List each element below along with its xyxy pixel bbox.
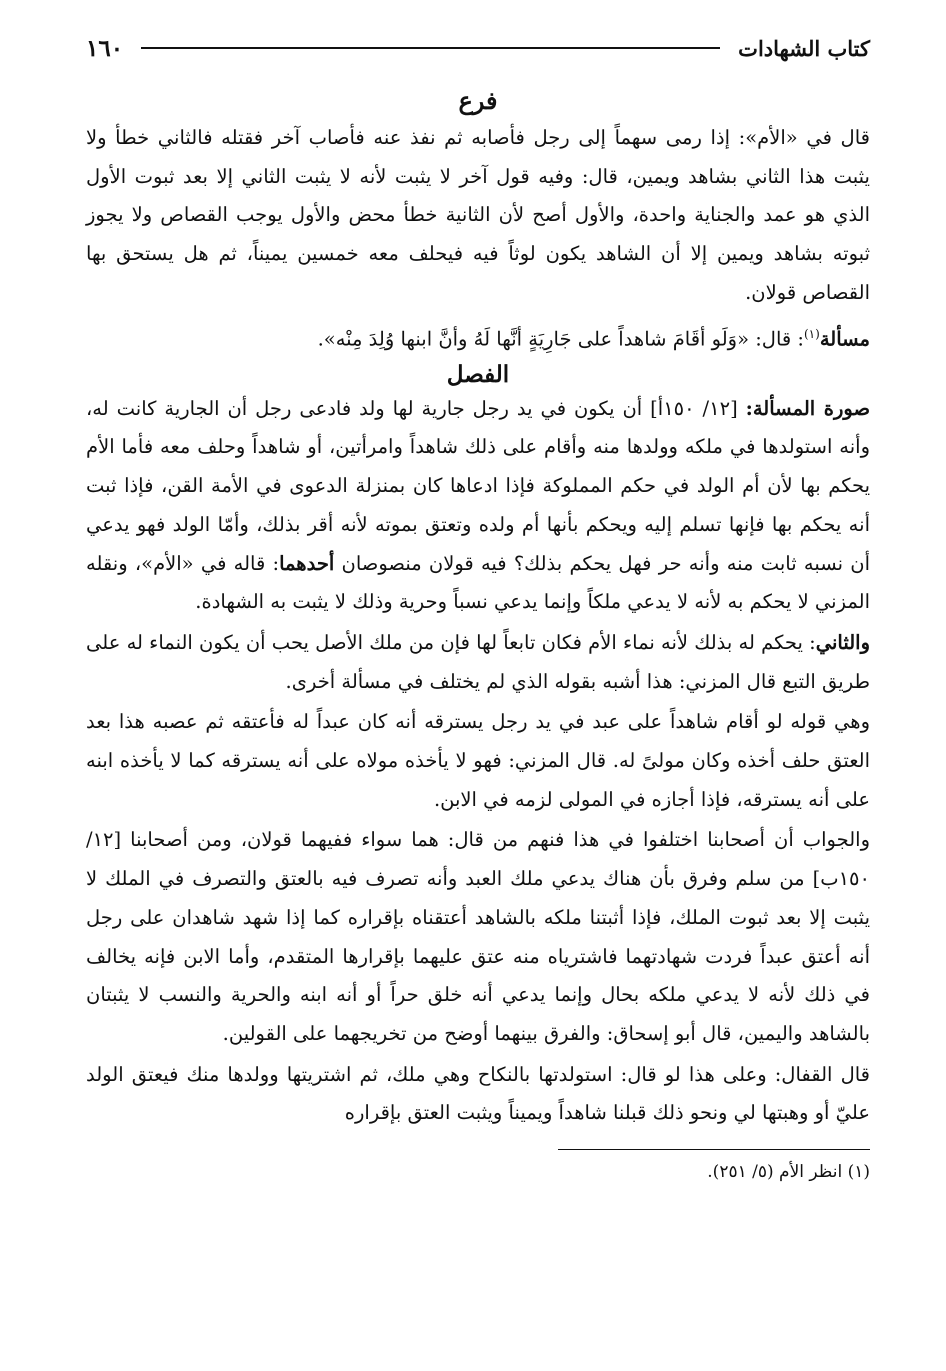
paragraph-wahiya: وهي قوله لو أقام شاهداً على عبد في يد رجل يسترقه أنه كان عبداً له فأعتقه ثم عصبه هذا بعد العتق حلف أخذه وكان مولىً له. قال المزني: فهو لا يأخذه مولاه على أنه يسترقه كما لا يأخذه ابنه على أنه يسترقه، فإذا أجازه في المولى لزمه في الابن. — [86, 710, 870, 811]
paragraph-surat-almasala — [86, 390, 870, 622]
paragraph-alqaffal: قال القفال: وعلى هذا لو قال: استولدتها بالنكاح وهي ملك، ثم اشتريتها وولدها منك فيعتق الولد عليّ أو وهبتها لي ونحو ذلك قبلنا شاهداً ويميناً ويثبت العتق بإقراره — [86, 1062, 870, 1125]
ahaduhuma-label: أحدهما — [279, 551, 335, 575]
page-number: ١٦٠ — [86, 34, 124, 62]
althani-text: : يحكم له بذلك لأنه نماء الأم فكان تابعاً لها فإن من ملك الأصل يحب أن يكون النماء له على طريق التبع قال المزني: هذا أشبه بقوله الذي لم يختلف في مسألة أخرى. — [86, 630, 870, 693]
ahaduhuma-text: : قاله في «الأم»، ونقله المزني لا يحكم به لأنه لا يدعي ملكاً وإنما يدعي نسباً وحرية وذلك لا يثبت به الشهادة. — [86, 551, 870, 614]
footnote-ref[interactable]: (١) — [803, 326, 820, 341]
surat-label: صورة المسألة: — [745, 396, 870, 420]
section-heading-fasl: الفصل — [446, 360, 510, 388]
paragraph-masala — [86, 315, 870, 359]
footnote: (١) انظر الأم (٥/ ٢٥١). — [707, 1162, 870, 1183]
page-header — [86, 30, 870, 66]
masala-label: مسألة — [819, 327, 870, 351]
book-title: كتاب الشهادات — [738, 35, 870, 61]
section-heading-far: فرع — [458, 86, 498, 115]
paragraph-aljawab: والجواب أن أصحابنا اختلفوا في هذا فنهم من قال: هما سواء ففيهما قولان، ومن أصحابنا [١٢/ ١٥٠ب] من سلم وفرق بأن هناك يدعي ملك العبد وأنه تصرف فيه بالعتق والتصرف في الملك لا يثبت إلا بعد ثبوت الملك، فإذا أثبتنا ملكه بالشاهد أعتقناه بإقراره كما إذا شهد شاهدان على رجل أنه أعتق عبداً فردت شهادتهما فاشترياه منه عتق عليهما بإقرارها المتقدم، وأما الابن فإنه يخالف في ذلك لأنه لا يدعي ملكه بحال وإنما يدعي أنه خلق حراً أو أنه ابنه والحرية والنسب لا يثبتان بالشاهد واليمين، قال أبو إسحاق: والفرق بينهما أوضح من تخريجهما على القولين. — [86, 828, 870, 1045]
header-rule — [141, 47, 720, 49]
paragraph-far: قال في «الأم»: إذا رمى سهماً إلى رجل فأصابه ثم نفذ عنه فأصاب آخر فقتله فالثاني خطأ ولا يثبت هذا الثاني بشاهد ويمين، قال: وفيه قول آخر لا يثبت لأنه لا يثبت الثاني إلا بعد ثبوت الأول الذي هو عمد والجناية واحدة، والأول أصح لأن الثانية خطأ محض والأول يوجب القصاص ولا يجوز ثبوته بشاهد ويمين إلا أن الشاهد يكون لوثاً فيه فيحلف معه خمسين يميناً، ثم هل يستحق بها القصاص قولان. — [86, 126, 870, 304]
masala-text: : قال: «وَلَو أقَامَ شاهداً على جَارِيَةٍ أنَّها لَهُ وأنَّ ابنها وُلِدَ مِنْه». — [317, 327, 804, 351]
paragraph-althani — [86, 624, 870, 701]
surat-text: [١٢/ ١٥٠أ] أن يكون في يد رجل جارية لها ولد فادعى رجل أن الجارية كانت له، وأنه استولدها في ملكه وولدها منه وأقام على ذلك شاهداً وامرأتين، أو شاهداً وحلف معه فأما الأم يحكم بها لأن أم الولد في حكم المملوكة فإذا ادعاها كان بمنزلة الدعوى في الأمة القن، فإذا ثبت أنه يحكم بها فإنها تسلم إليه ويحكم بأنها أم ولده وتعتق بموته لأنه أقر بذلك، وأمّا الولد فهو يدعي أن نسبه ثابت منه وأنه حر فهل يحكم بذلك؟ فيه قولان منصوصان — [86, 396, 871, 575]
althani-label: والثاني — [815, 630, 870, 654]
footnote-rule — [558, 1149, 870, 1150]
